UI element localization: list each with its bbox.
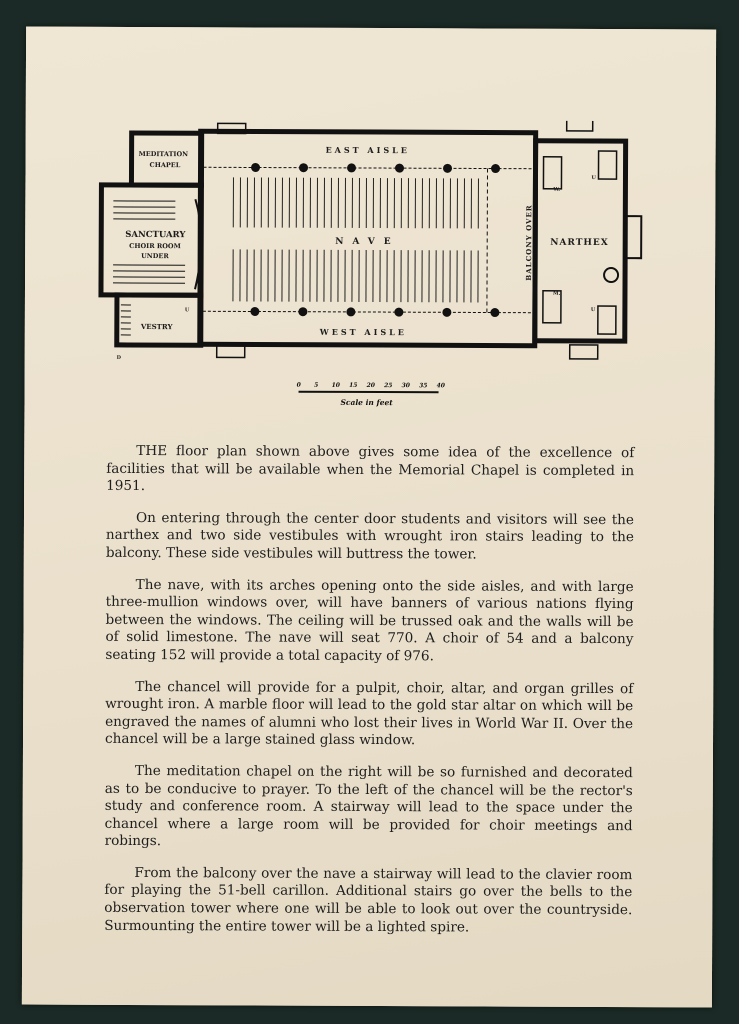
scale-tick-label: 40 bbox=[436, 382, 445, 390]
floor-plan bbox=[94, 119, 655, 421]
balcony-line bbox=[487, 169, 488, 313]
label-east-aisle: EAST AISLE bbox=[325, 144, 410, 156]
column bbox=[442, 308, 451, 317]
scale-bar bbox=[292, 378, 452, 419]
description-text bbox=[104, 443, 634, 952]
meditation-chapel-wall bbox=[131, 133, 201, 185]
label-d: D bbox=[116, 354, 122, 361]
column bbox=[395, 164, 404, 173]
label-balcony-over: BALCONY OVER bbox=[524, 204, 534, 281]
floor-plan-drawing bbox=[94, 119, 655, 421]
label-choir-room: CHOIR ROOM bbox=[129, 241, 181, 251]
scale-line bbox=[299, 392, 439, 393]
paragraph: From the balcony over the nave a stairway will lead to the clavier room for playing the 51-bell carillon. Additional stairs go over the bells to the observation tower where one will be able to look out over the countryside. Surmounting the entire tower will be a lighted spire. bbox=[104, 864, 633, 936]
scale-tick-label: 35 bbox=[419, 382, 428, 390]
stair-vestibule bbox=[543, 157, 561, 189]
label-vestry: VESTRY bbox=[140, 322, 173, 332]
scale-tick-label: 10 bbox=[331, 381, 340, 389]
scale-ticks bbox=[297, 382, 446, 390]
paragraph: THE floor plan shown above gives some idea of the excellence of facilities that will be available when the Memorial Chapel is completed in 1951. bbox=[106, 442, 635, 495]
label-under: UNDER bbox=[141, 252, 169, 261]
wall-projection bbox=[570, 345, 598, 359]
label-meditation: MEDITATION bbox=[138, 149, 189, 159]
label-u-left: U bbox=[184, 307, 190, 314]
column bbox=[347, 163, 356, 172]
scale-tick-label: 15 bbox=[349, 381, 358, 389]
wall-projection bbox=[567, 119, 593, 131]
paragraph: The chancel will provide for a pulpit, choir, altar, and organ grilles of wrought iron. A marble floor will lead to the gold star altar on which will be engraved the names of alumni who lost their lives in World War II. Over the chancel will be a large stained glass window. bbox=[104, 678, 634, 749]
scale-tick-label: 5 bbox=[314, 381, 319, 389]
column bbox=[490, 308, 499, 317]
font-symbol bbox=[604, 268, 618, 282]
scale-tick-label: 0 bbox=[296, 381, 301, 389]
label-west-aisle: WEST AISLE bbox=[319, 326, 407, 338]
vestry-wall bbox=[117, 295, 201, 345]
label-nave: NAVE bbox=[335, 236, 400, 248]
label-chapel: CHAPEL bbox=[149, 161, 181, 170]
label-sanctuary: SANCTUARY bbox=[125, 229, 186, 241]
label-u-bottom: U bbox=[590, 306, 596, 313]
column bbox=[443, 164, 452, 173]
paragraph: The nave, with its arches opening onto the side aisles, and with large three-mullion windows over, will have banners of various nations flying between the windows. The ceiling will be trussed oak and the walls will be of solid limestone. The nave will seat 770. A choir of 54 and a balcony seating 152 will provide a total capacity of 976. bbox=[105, 576, 634, 665]
label-u-top: U bbox=[591, 174, 596, 181]
column bbox=[346, 307, 355, 316]
tower-stair bbox=[598, 306, 616, 334]
column bbox=[394, 308, 403, 317]
paragraph: The meditation chapel on the right will be so furnished and decorated as to be conducive to prayer. To the left of the chancel will be the rector's study and conference room. A stairway will lead to the space under the chancel where a large room will be provided for choir meetings and robings. bbox=[104, 762, 633, 850]
scale-label: Scale in feet bbox=[340, 397, 393, 408]
tower-stair bbox=[598, 151, 616, 179]
column bbox=[298, 307, 307, 316]
scale-tick-label: 25 bbox=[384, 382, 393, 390]
column bbox=[299, 163, 308, 172]
label-narthex: NARTHEX bbox=[550, 237, 609, 249]
column bbox=[491, 164, 500, 173]
paragraph: On entering through the center door students and visitors will see the narthex and two side vestibules with wrought iron stairs leading to the balcony. These side vestibules will buttress the tower. bbox=[105, 509, 635, 563]
column bbox=[251, 163, 260, 172]
brochure-page bbox=[22, 26, 716, 1007]
scale-tick-label: 20 bbox=[366, 381, 375, 390]
scale-tick-label: 30 bbox=[401, 382, 410, 390]
label-m: M. bbox=[552, 290, 561, 297]
column bbox=[250, 307, 259, 316]
label-w: W. bbox=[553, 186, 561, 193]
